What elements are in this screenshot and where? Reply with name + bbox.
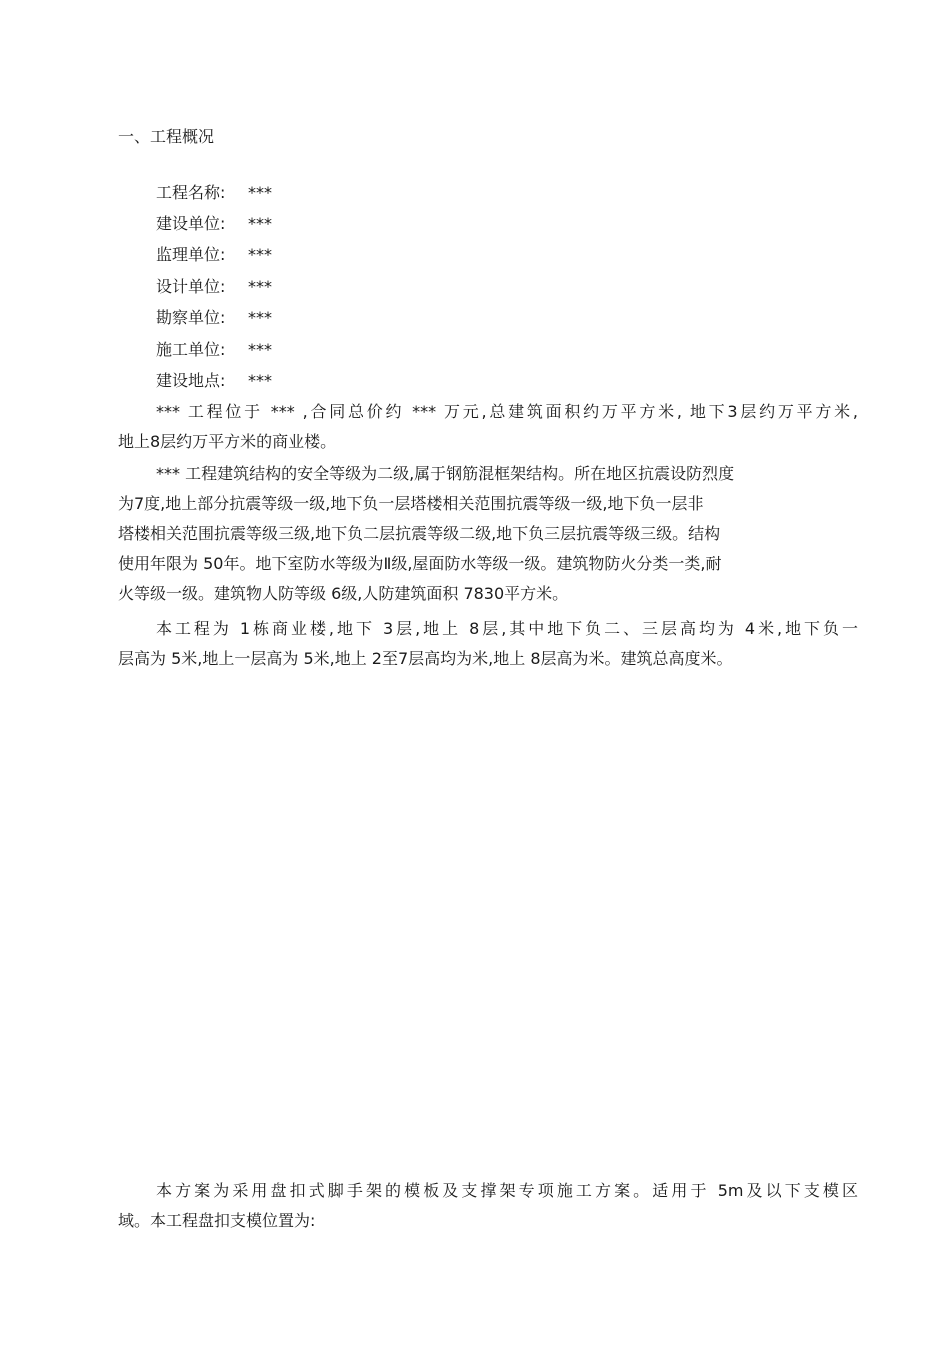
field-value: *** bbox=[248, 308, 272, 327]
field-construction-site bbox=[156, 371, 272, 391]
paragraph-line: 为7度,地上部分抗震等级一级,地下负一层塔楼相关范围抗震等级一级,地下负一层非 bbox=[118, 494, 704, 513]
field-supervision-unit bbox=[156, 245, 272, 265]
field-label: 建设地点: bbox=[156, 371, 226, 390]
paragraph-line: 使用年限为 50年。地下室防水等级为Ⅱ级,屋面防水等级一级。建筑物防火分类一类,耐 bbox=[118, 554, 722, 573]
field-value: *** bbox=[248, 371, 272, 390]
field-value: *** bbox=[248, 183, 272, 202]
paragraph-line: 本方案为采用盘扣式脚手架的模板及支撑架专项施工方案。适用于 5m及以下支模区 bbox=[156, 1181, 858, 1200]
paragraph-line: *** 工程位于 *** ,合同总价约 *** 万元,总建筑面积约万平方米, 地下3层约万平方米, bbox=[156, 402, 858, 421]
paragraph-line: 层高为 5米,地上一层高为 5米,地上 2至7层高均为米,地上 8层高为米。建筑总高度米。 bbox=[118, 649, 733, 668]
paragraph-line: 火等级一级。建筑物人防等级 6级,人防建筑面积 7830平方米。 bbox=[118, 584, 569, 603]
paragraph-line: 塔楼相关范围抗震等级三级,地下负二层抗震等级二级,地下负三层抗震等级三级。结构 bbox=[118, 524, 721, 543]
field-construction-unit bbox=[156, 214, 272, 234]
paragraph-scheme bbox=[118, 1176, 858, 1236]
paragraph-structure bbox=[118, 459, 858, 609]
paragraph-line: 本工程为 1栋商业楼,地下 3层,地上 8层,其中地下负二、三层高均为 4米,地下负一 bbox=[156, 619, 858, 638]
paragraph-line: 地上8层约万平方米的商业楼。 bbox=[118, 432, 337, 451]
paragraph-floors bbox=[118, 614, 858, 674]
field-project-name bbox=[156, 183, 272, 203]
field-label: 监理单位: bbox=[156, 245, 226, 264]
field-value: *** bbox=[248, 214, 272, 233]
field-label: 施工单位: bbox=[156, 340, 226, 359]
paragraph-line: 域。本工程盘扣支模位置为: bbox=[118, 1211, 316, 1230]
field-value: *** bbox=[248, 340, 272, 359]
field-design-unit bbox=[156, 277, 272, 297]
field-contractor-unit bbox=[156, 340, 272, 360]
field-label: 建设单位: bbox=[156, 214, 226, 233]
field-label: 勘察单位: bbox=[156, 308, 226, 327]
paragraph-overview bbox=[118, 397, 858, 457]
field-label: 工程名称: bbox=[156, 183, 226, 202]
paragraph-line: *** 工程建筑结构的安全等级为二级,属于钢筋混框架结构。所在地区抗震设防烈度 bbox=[156, 464, 735, 483]
field-value: *** bbox=[248, 277, 272, 296]
field-survey-unit bbox=[156, 308, 272, 328]
field-value: *** bbox=[248, 245, 272, 264]
field-label: 设计单位: bbox=[156, 277, 226, 296]
section-heading: 一、工程概况 bbox=[118, 127, 215, 146]
